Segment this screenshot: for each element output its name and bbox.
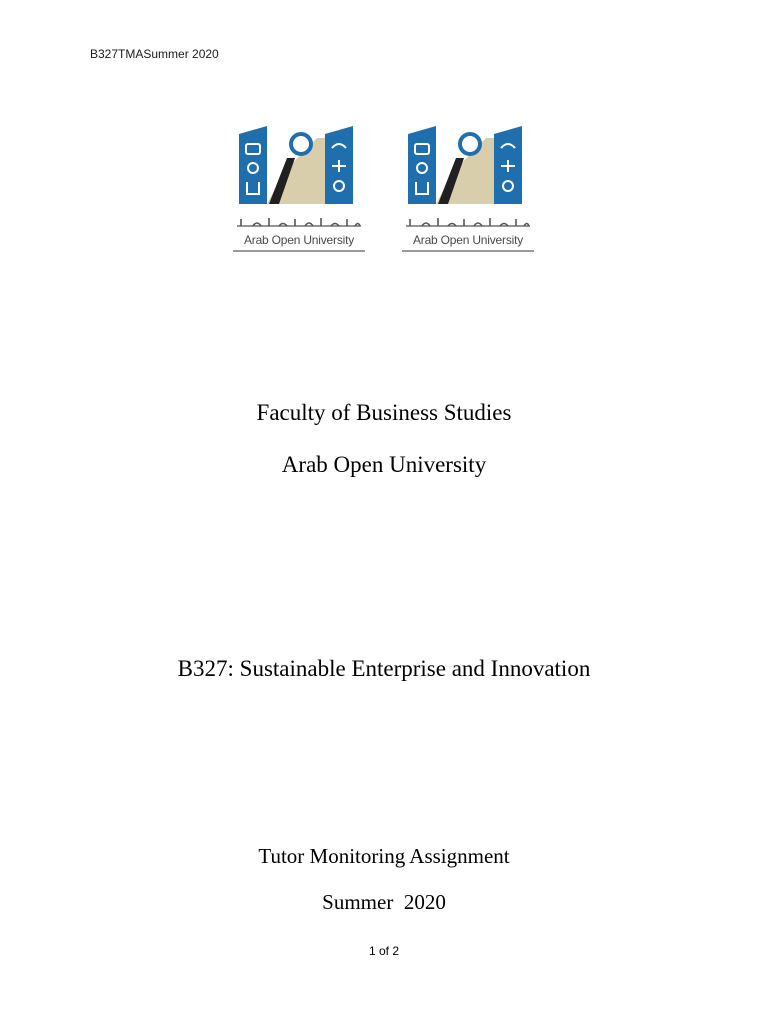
assignment-title: Tutor Monitoring Assignment <box>258 844 510 868</box>
logo-english-name: Arab Open University <box>243 233 355 247</box>
university-logo-right <box>398 122 538 262</box>
course-title: B327: Sustainable Enterprise and Innovation <box>177 656 591 681</box>
logo-underline <box>233 250 365 252</box>
running-header: B327TMASummer 2020 <box>90 47 219 61</box>
arabic-wordmark-icon <box>233 216 365 230</box>
university-logo-left <box>229 122 369 262</box>
faculty-title: Faculty of Business Studies <box>256 400 512 425</box>
arabic-wordmark-icon <box>402 216 534 230</box>
term-title: Summer 2020 <box>322 890 446 914</box>
university-title: Arab Open University <box>281 452 487 477</box>
aou-emblem-icon <box>229 122 369 214</box>
aou-emblem-icon <box>398 122 538 214</box>
page-number: 1 of 2 <box>368 944 400 958</box>
logo-english-name: Arab Open University <box>412 233 524 247</box>
logo-row <box>0 122 768 262</box>
logo-underline <box>402 250 534 252</box>
